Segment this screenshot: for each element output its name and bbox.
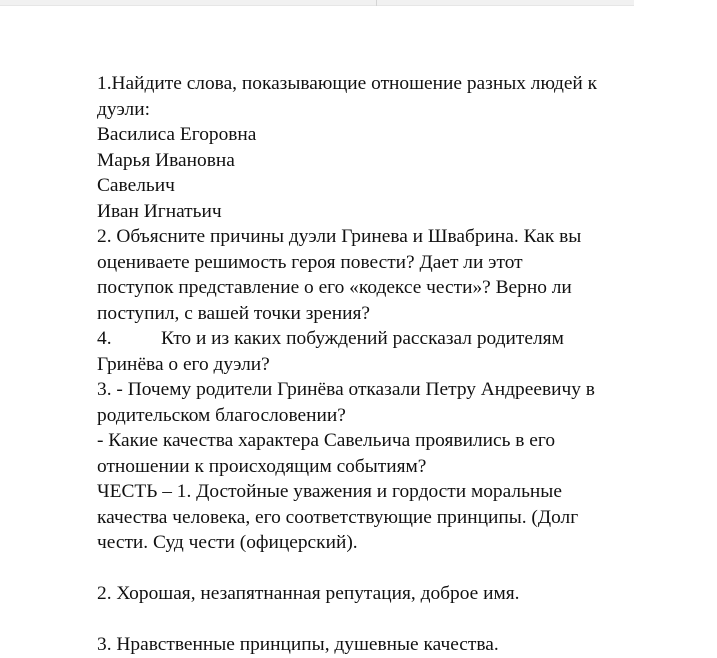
doc-line: Иван Игнатьич: [97, 200, 222, 222]
blank-line: [97, 556, 717, 582]
doc-line: поступок представление о его «кодексе чести»? Верно ли: [97, 277, 572, 298]
doc-line: Гринёва о его дуэли?: [97, 353, 270, 375]
doc-line: отношении к происходящим событиям?: [97, 455, 427, 477]
top-edge-tick: [376, 0, 377, 6]
doc-line: дуэли:: [97, 98, 150, 120]
doc-line: 2. Объясните причины дуэли Гринева и Швабрина. Как вы: [97, 226, 582, 247]
doc-line: 2. Хорошая, незапятнанная репутация, доброе имя.: [97, 583, 520, 604]
list-number: 4.: [97, 328, 112, 349]
doc-line: родительском благословении?: [97, 404, 346, 426]
doc-line: 3. - Почему родители Гринёва отказали Петру Андреевичу в: [97, 379, 595, 400]
window-top-edge: [0, 0, 634, 6]
document-body: [97, 71, 717, 658]
doc-line: чести. Суд чести (офицерский).: [97, 532, 358, 553]
doc-line: поступил, с вашей точки зрения?: [97, 302, 370, 324]
doc-line: качества человека, его соответствующие принципы. (Долг: [97, 506, 579, 528]
doc-line: 3. Нравственные принципы, душевные качества.: [97, 634, 499, 655]
doc-line: ЧЕСТЬ – 1. Достойные уважения и гордости моральные: [97, 481, 562, 502]
doc-line: 1.Найдите слова, показывающие отношение разных людей к: [97, 73, 598, 94]
doc-line: Савельич: [97, 175, 175, 196]
blank-line: [97, 607, 717, 633]
doc-line: оцениваете решимость героя повести? Дает ли этот: [97, 251, 523, 273]
doc-line: Василиса Егоровна: [97, 124, 257, 145]
doc-line-numbered: [97, 326, 717, 352]
doc-line: - Какие качества характера Савельича проявились в его: [97, 430, 556, 451]
doc-line: Марья Ивановна: [97, 149, 235, 171]
list-text: Кто и из каких побуждений рассказал родителям: [161, 328, 564, 349]
